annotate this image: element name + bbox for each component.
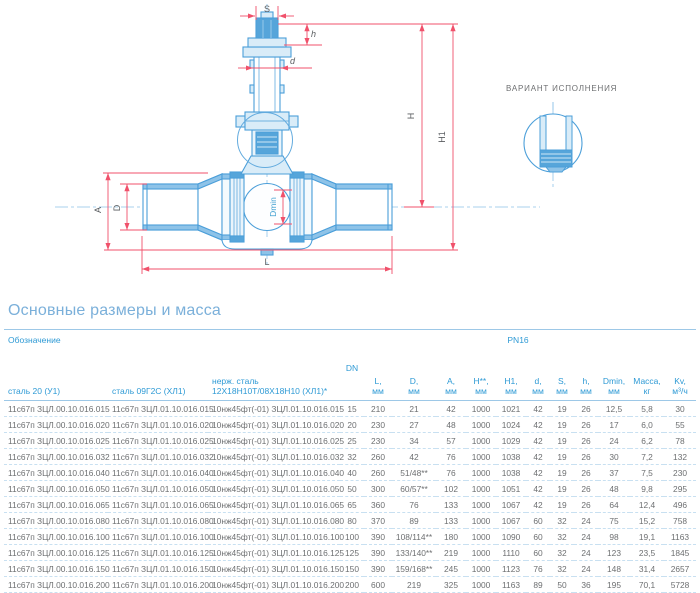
value-cell: 26 — [574, 449, 598, 465]
value-cell: 31,4 — [630, 561, 664, 577]
designation-cell: 10нж45фт(-01) ЗЦЛ.01.10.016.125 — [208, 545, 340, 561]
column-header-dim-9: Dmin, мм — [602, 375, 626, 396]
column-header-steel20: сталь 20 (У1) — [8, 385, 61, 396]
value-cell: 78 — [664, 433, 696, 449]
value-cell: 26 — [574, 481, 598, 497]
value-cell: 98 — [598, 529, 630, 545]
value-cell: 390 — [364, 561, 392, 577]
value-cell: 133 — [436, 513, 466, 529]
value-cell: 15 — [340, 401, 364, 417]
section-title: Основные размеры и масса — [8, 302, 222, 319]
value-cell: 159/168** — [392, 561, 436, 577]
value-cell: 42 — [526, 497, 550, 513]
value-cell: 34 — [392, 433, 436, 449]
value-cell: 1000 — [466, 561, 496, 577]
value-cell: 36 — [574, 577, 598, 593]
value-cell: 1000 — [466, 577, 496, 593]
dim-label-h: h — [311, 29, 317, 39]
value-cell: 50 — [550, 577, 574, 593]
value-cell: 17 — [598, 417, 630, 433]
value-cell: 21 — [392, 401, 436, 417]
designation-cell: 11с67п ЗЦЛ.01.10.016.025 — [108, 433, 208, 449]
value-cell: 40 — [340, 465, 364, 481]
value-cell: 37 — [598, 465, 630, 481]
designation-cell: 11с67п ЗЦЛ.00.10.016.100 — [4, 529, 108, 545]
value-cell: 108/114** — [392, 529, 436, 545]
value-cell: 1021 — [496, 401, 526, 417]
table-row — [4, 545, 696, 561]
value-cell: 1000 — [466, 545, 496, 561]
designation-cell: 11с67п ЗЦЛ.00.10.016.200 — [4, 577, 108, 593]
value-cell: 6,2 — [630, 433, 664, 449]
value-cell: 30 — [664, 401, 696, 417]
designation-cell: 11с67п ЗЦЛ.01.10.016.200 — [108, 577, 208, 593]
value-cell: 219 — [436, 545, 466, 561]
value-cell: 195 — [598, 577, 630, 593]
designation-cell: 11с67п ЗЦЛ.01.10.016.080 — [108, 513, 208, 529]
value-cell: 5,8 — [630, 401, 664, 417]
value-cell: 60 — [526, 545, 550, 561]
value-cell: 42 — [436, 401, 466, 417]
value-cell: 32 — [550, 529, 574, 545]
dim-label-s: S — [263, 4, 271, 14]
value-cell: 42 — [526, 433, 550, 449]
valve-stem — [236, 12, 298, 174]
value-cell: 2657 — [664, 561, 696, 577]
dim-label-d: d — [290, 56, 296, 66]
table-row — [4, 577, 696, 593]
dim-label-A: A — [93, 206, 103, 214]
value-cell: 42 — [526, 449, 550, 465]
value-cell: 76 — [392, 497, 436, 513]
value-cell: 1000 — [466, 513, 496, 529]
value-cell: 27 — [392, 417, 436, 433]
value-cell: 180 — [436, 529, 466, 545]
value-cell: 300 — [364, 481, 392, 497]
value-cell: 133 — [436, 497, 466, 513]
variant-label: ВАРИАНТ ИСПОЛНЕНИЯ — [506, 84, 618, 93]
designation-cell: 10нж45фт(-01) ЗЦЛ.01.10.016.025 — [208, 433, 340, 449]
designation-cell: 11с67п ЗЦЛ.00.10.016.150 — [4, 561, 108, 577]
value-cell: 19 — [550, 481, 574, 497]
value-cell: 6,0 — [630, 417, 664, 433]
table-row — [4, 529, 696, 545]
designation-cell: 11с67п ЗЦЛ.00.10.016.015 — [4, 401, 108, 417]
value-cell: 230 — [364, 417, 392, 433]
value-cell: 1067 — [496, 497, 526, 513]
designation-cell: 11с67п ЗЦЛ.00.10.016.040 — [4, 465, 108, 481]
table-row — [4, 417, 696, 433]
value-cell: 26 — [574, 497, 598, 513]
column-header-dim-5: H1, мм — [504, 375, 518, 396]
value-cell: 23,5 — [630, 545, 664, 561]
value-cell: 50 — [340, 481, 364, 497]
value-cell: 26 — [574, 417, 598, 433]
designation-cell: 11с67п ЗЦЛ.01.10.016.040 — [108, 465, 208, 481]
value-cell: 42 — [526, 465, 550, 481]
value-cell: 89 — [392, 513, 436, 529]
column-header-dim-11: Kv, м³/ч — [672, 375, 688, 396]
column-header-dim-7: S, мм — [556, 375, 568, 396]
value-cell: 65 — [340, 497, 364, 513]
value-cell: 600 — [364, 577, 392, 593]
dim-label-H1: H1 — [437, 131, 447, 143]
dim-label-D: D — [112, 204, 122, 212]
value-cell: 15,2 — [630, 513, 664, 529]
value-cell: 230 — [364, 433, 392, 449]
value-cell: 1051 — [496, 481, 526, 497]
dimensions-table-wrap — [4, 329, 696, 593]
value-cell: 1123 — [496, 561, 526, 577]
value-cell: 1090 — [496, 529, 526, 545]
table-row — [4, 561, 696, 577]
value-cell: 76 — [436, 465, 466, 481]
value-cell: 24 — [598, 433, 630, 449]
value-cell: 19 — [550, 465, 574, 481]
dimensions-table — [4, 330, 696, 593]
value-cell: 32 — [340, 449, 364, 465]
table-row — [4, 449, 696, 465]
column-header-dim-10: Масса, кг — [633, 375, 661, 396]
value-cell: 19 — [550, 433, 574, 449]
column-header-stainless: нерж. сталь 12Х18Н10Т/08Х18Н10 (ХЛ1)* — [212, 375, 328, 396]
designation-cell: 10нж45фт(-01) ЗЦЛ.01.10.016.020 — [208, 417, 340, 433]
value-cell: 12,5 — [598, 401, 630, 417]
designation-cell: 11с67п ЗЦЛ.00.10.016.032 — [4, 449, 108, 465]
value-cell: 1000 — [466, 497, 496, 513]
value-cell: 123 — [598, 545, 630, 561]
value-cell: 1029 — [496, 433, 526, 449]
table-row — [4, 513, 696, 529]
value-cell: 25 — [340, 433, 364, 449]
value-cell: 9,8 — [630, 481, 664, 497]
value-cell: 1163 — [496, 577, 526, 593]
value-cell: 7,5 — [630, 465, 664, 481]
value-cell: 1163 — [664, 529, 696, 545]
designation-cell: 10нж45фт(-01) ЗЦЛ.01.10.016.080 — [208, 513, 340, 529]
variant-detail — [506, 84, 617, 172]
value-cell: 57 — [436, 433, 466, 449]
value-cell: 148 — [598, 561, 630, 577]
table-row — [4, 497, 696, 513]
designation-group-header: Обозначение — [8, 334, 61, 345]
designation-cell: 11с67п ЗЦЛ.01.10.016.125 — [108, 545, 208, 561]
value-cell: 51/48** — [392, 465, 436, 481]
value-cell: 55 — [664, 417, 696, 433]
value-cell: 1000 — [466, 417, 496, 433]
value-cell: 219 — [392, 577, 436, 593]
value-cell: 20 — [340, 417, 364, 433]
value-cell: 42 — [392, 449, 436, 465]
value-cell: 12,4 — [630, 497, 664, 513]
value-cell: 230 — [664, 465, 696, 481]
value-cell: 24 — [574, 529, 598, 545]
value-cell: 75 — [598, 513, 630, 529]
value-cell: 42 — [526, 401, 550, 417]
table-body — [4, 401, 696, 593]
column-header-dim-3: A, мм — [445, 375, 457, 396]
value-cell: 64 — [598, 497, 630, 513]
value-cell: 1024 — [496, 417, 526, 433]
designation-cell: 11с67п ЗЦЛ.01.10.016.150 — [108, 561, 208, 577]
value-cell: 1110 — [496, 545, 526, 561]
designation-cell: 11с67п ЗЦЛ.01.10.016.100 — [108, 529, 208, 545]
pn16-group-header: PN16 — [507, 334, 529, 345]
value-cell: 1000 — [466, 433, 496, 449]
value-cell: 132 — [664, 449, 696, 465]
designation-cell: 10нж45фт(-01) ЗЦЛ.01.10.016.200 — [208, 577, 340, 593]
designation-cell: 10нж45фт(-01) ЗЦЛ.01.10.016.032 — [208, 449, 340, 465]
value-cell: 24 — [574, 545, 598, 561]
designation-cell: 11с67п ЗЦЛ.00.10.016.125 — [4, 545, 108, 561]
value-cell: 26 — [574, 433, 598, 449]
value-cell: 295 — [664, 481, 696, 497]
value-cell: 260 — [364, 449, 392, 465]
designation-cell: 10нж45фт(-01) ЗЦЛ.01.10.016.015 — [208, 401, 340, 417]
value-cell: 60 — [526, 529, 550, 545]
column-header-dim-0: DN — [345, 362, 359, 373]
value-cell: 758 — [664, 513, 696, 529]
value-cell: 390 — [364, 545, 392, 561]
value-cell: 325 — [436, 577, 466, 593]
designation-cell: 11с67п ЗЦЛ.00.10.016.065 — [4, 497, 108, 513]
value-cell: 60 — [526, 513, 550, 529]
value-cell: 390 — [364, 529, 392, 545]
value-cell: 76 — [526, 561, 550, 577]
value-cell: 32 — [550, 545, 574, 561]
designation-cell: 11с67п ЗЦЛ.00.10.016.080 — [4, 513, 108, 529]
value-cell: 89 — [526, 577, 550, 593]
designation-cell: 10нж45фт(-01) ЗЦЛ.01.10.016.050 — [208, 481, 340, 497]
column-header-dim-8: h, мм — [580, 375, 592, 396]
designation-cell: 11с67п ЗЦЛ.00.10.016.020 — [4, 417, 108, 433]
designation-cell: 10нж45фт(-01) ЗЦЛ.01.10.016.065 — [208, 497, 340, 513]
designation-cell: 11с67п ЗЦЛ.01.10.016.020 — [108, 417, 208, 433]
value-cell: 24 — [574, 513, 598, 529]
stem-square-head — [256, 18, 278, 38]
value-cell: 496 — [664, 497, 696, 513]
dim-label-Dmin: Dmin — [268, 197, 278, 217]
value-cell: 24 — [574, 561, 598, 577]
value-cell: 125 — [340, 545, 364, 561]
value-cell: 19,1 — [630, 529, 664, 545]
table-row — [4, 465, 696, 481]
value-cell: 102 — [436, 481, 466, 497]
dim-label-L: L — [264, 257, 270, 267]
value-cell: 370 — [364, 513, 392, 529]
value-cell: 1000 — [466, 449, 496, 465]
value-cell: 1000 — [466, 465, 496, 481]
value-cell: 1038 — [496, 465, 526, 481]
value-cell: 133/140** — [392, 545, 436, 561]
value-cell: 42 — [526, 481, 550, 497]
value-cell: 1845 — [664, 545, 696, 561]
value-cell: 48 — [598, 481, 630, 497]
value-cell: 60/57** — [392, 481, 436, 497]
value-cell: 100 — [340, 529, 364, 545]
value-cell: 1038 — [496, 449, 526, 465]
column-header-dim-4: H**, мм — [473, 375, 489, 396]
value-cell: 70,1 — [630, 577, 664, 593]
value-cell: 1067 — [496, 513, 526, 529]
value-cell: 32 — [550, 561, 574, 577]
designation-cell: 10нж45фт(-01) ЗЦЛ.01.10.016.100 — [208, 529, 340, 545]
table-group-header-row — [4, 330, 696, 349]
value-cell: 360 — [364, 497, 392, 513]
value-cell: 32 — [550, 513, 574, 529]
value-cell: 19 — [550, 497, 574, 513]
column-header-steel09g2s: сталь 09Г2С (ХЛ1) — [112, 385, 186, 396]
column-header-dim-1: L, мм — [372, 375, 384, 396]
table-row — [4, 401, 696, 417]
value-cell: 260 — [364, 465, 392, 481]
value-cell: 42 — [526, 417, 550, 433]
value-cell: 5728 — [664, 577, 696, 593]
value-cell: 76 — [436, 449, 466, 465]
designation-cell: 11с67п ЗЦЛ.00.10.016.025 — [4, 433, 108, 449]
designation-cell: 11с67п ЗЦЛ.01.10.016.032 — [108, 449, 208, 465]
value-cell: 1000 — [466, 529, 496, 545]
table-row — [4, 481, 696, 497]
table-row — [4, 433, 696, 449]
value-cell: 210 — [364, 401, 392, 417]
designation-cell: 11с67п ЗЦЛ.01.10.016.015 — [108, 401, 208, 417]
value-cell: 7,2 — [630, 449, 664, 465]
value-cell: 26 — [574, 401, 598, 417]
value-cell: 26 — [574, 465, 598, 481]
designation-cell: 11с67п ЗЦЛ.01.10.016.050 — [108, 481, 208, 497]
designation-cell: 11с67п ЗЦЛ.00.10.016.050 — [4, 481, 108, 497]
dim-label-H: H — [406, 112, 416, 120]
value-cell: 1000 — [466, 481, 496, 497]
value-cell: 19 — [550, 449, 574, 465]
value-cell: 19 — [550, 417, 574, 433]
table-columns-header-row — [4, 349, 696, 401]
value-cell: 80 — [340, 513, 364, 529]
value-cell: 150 — [340, 561, 364, 577]
column-header-dim-2: D, мм — [408, 375, 420, 396]
designation-cell: 11с67п ЗЦЛ.01.10.016.065 — [108, 497, 208, 513]
designation-cell: 10нж45фт(-01) ЗЦЛ.01.10.016.040 — [208, 465, 340, 481]
value-cell: 200 — [340, 577, 364, 593]
column-header-dim-6: d, мм — [532, 375, 544, 396]
value-cell: 30 — [598, 449, 630, 465]
value-cell: 48 — [436, 417, 466, 433]
value-cell: 19 — [550, 401, 574, 417]
value-cell: 245 — [436, 561, 466, 577]
value-cell: 1000 — [466, 401, 496, 417]
designation-cell: 10нж45фт(-01) ЗЦЛ.01.10.016.150 — [208, 561, 340, 577]
